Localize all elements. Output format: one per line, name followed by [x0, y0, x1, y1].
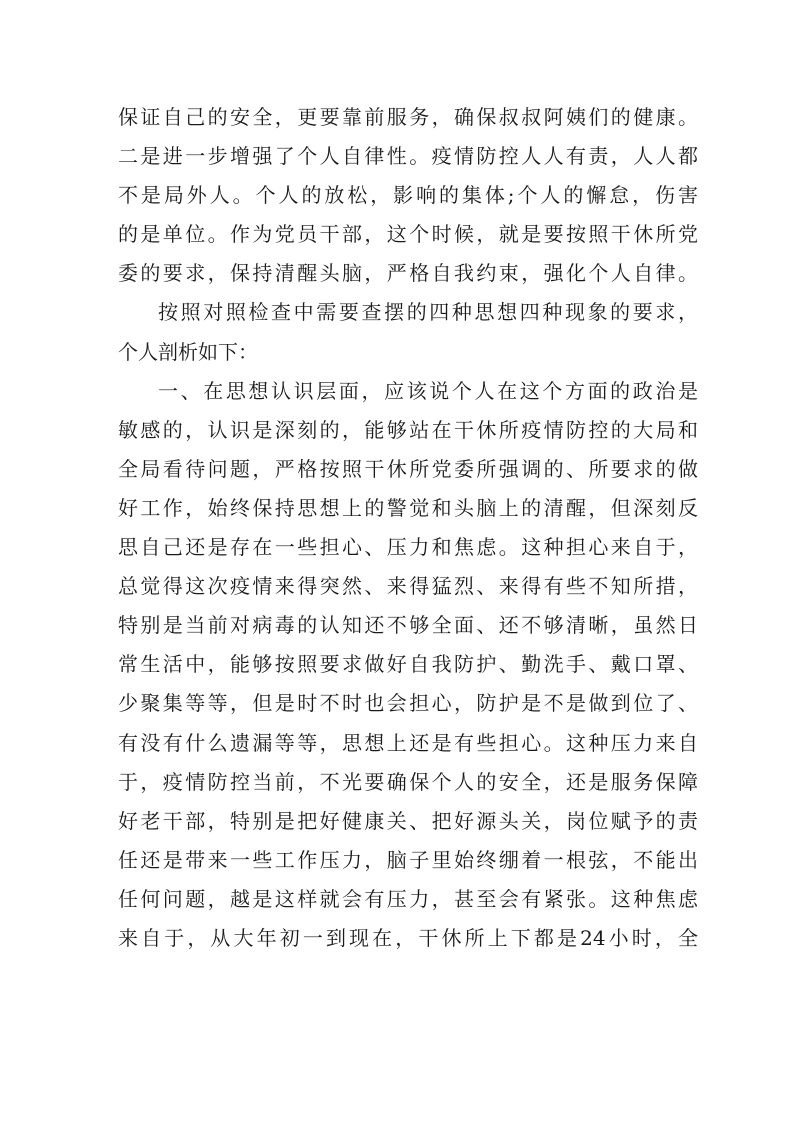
- text-line: 好工作，始终保持思想上的警觉和头脑上的清醒，但深刻反: [118, 495, 698, 520]
- text-line: 好老干部，特别是把好健康关、把好源头关，岗位赋予的责: [118, 808, 698, 833]
- text-line: 敏感的，认识是深刻的，能够站在干休所疫情防控的大局和: [118, 417, 698, 442]
- text-line: 有没有什么遗漏等等，思想上还是有些担心。这种压力来自: [118, 730, 698, 755]
- text-line: 按照对照检查中需要查摆的四种思想四种现象的要求，: [158, 300, 698, 325]
- text-line: 个人剖析如下：: [118, 339, 258, 364]
- text-line: 的是单位。作为党员干部，这个时候，就是要按照干休所党: [118, 222, 698, 247]
- text-line: 委的要求，保持清醒头脑，严格自我约束，强化个人自律。: [118, 261, 698, 286]
- text-line: 总觉得这次疫情来得突然、来得猛烈、来得有些不知所措，: [118, 574, 698, 599]
- text-line: 思自己还是存在一些担心、压力和焦虑。这种担心来自于，: [118, 535, 698, 560]
- text-line: 二是进一步增强了个人自律性。疫情防控人人有责，人人都: [118, 144, 698, 169]
- text-line: 任还是带来一些工作压力，脑子里始终绷着一根弦，不能出: [118, 847, 698, 872]
- text-line: 一、在思想认识层面，应该说个人在这个方面的政治是: [158, 378, 698, 403]
- text-line: 少聚集等等，但是时不时也会担心，防护是不是做到位了、: [118, 691, 698, 716]
- text-line: 特别是当前对病毒的认知还不够全面、还不够清晰，虽然日: [118, 613, 698, 638]
- text-line: 保证自己的安全，更要靠前服务，确保叔叔阿姨们的健康。: [118, 105, 698, 129]
- text-line: 于，疫情防控当前，不光要确保个人的安全，还是服务保障: [118, 769, 698, 794]
- text-line: 来自于，从大年初一到现在，干休所上下都是24小时，全: [118, 925, 698, 950]
- text-line: 任何问题，越是这样就会有压力，甚至会有紧张。这种焦虑: [118, 886, 698, 911]
- text-line: 不是局外人。个人的放松，影响的集体;个人的懈怠，伤害: [118, 183, 698, 208]
- text-line: 常生活中，能够按照要求做好自我防护、勤洗手、戴口罩、: [118, 652, 698, 677]
- body-text: [118, 98, 698, 958]
- text-line: 全局看待问题，严格按照干休所党委所强调的、所要求的做: [118, 456, 698, 481]
